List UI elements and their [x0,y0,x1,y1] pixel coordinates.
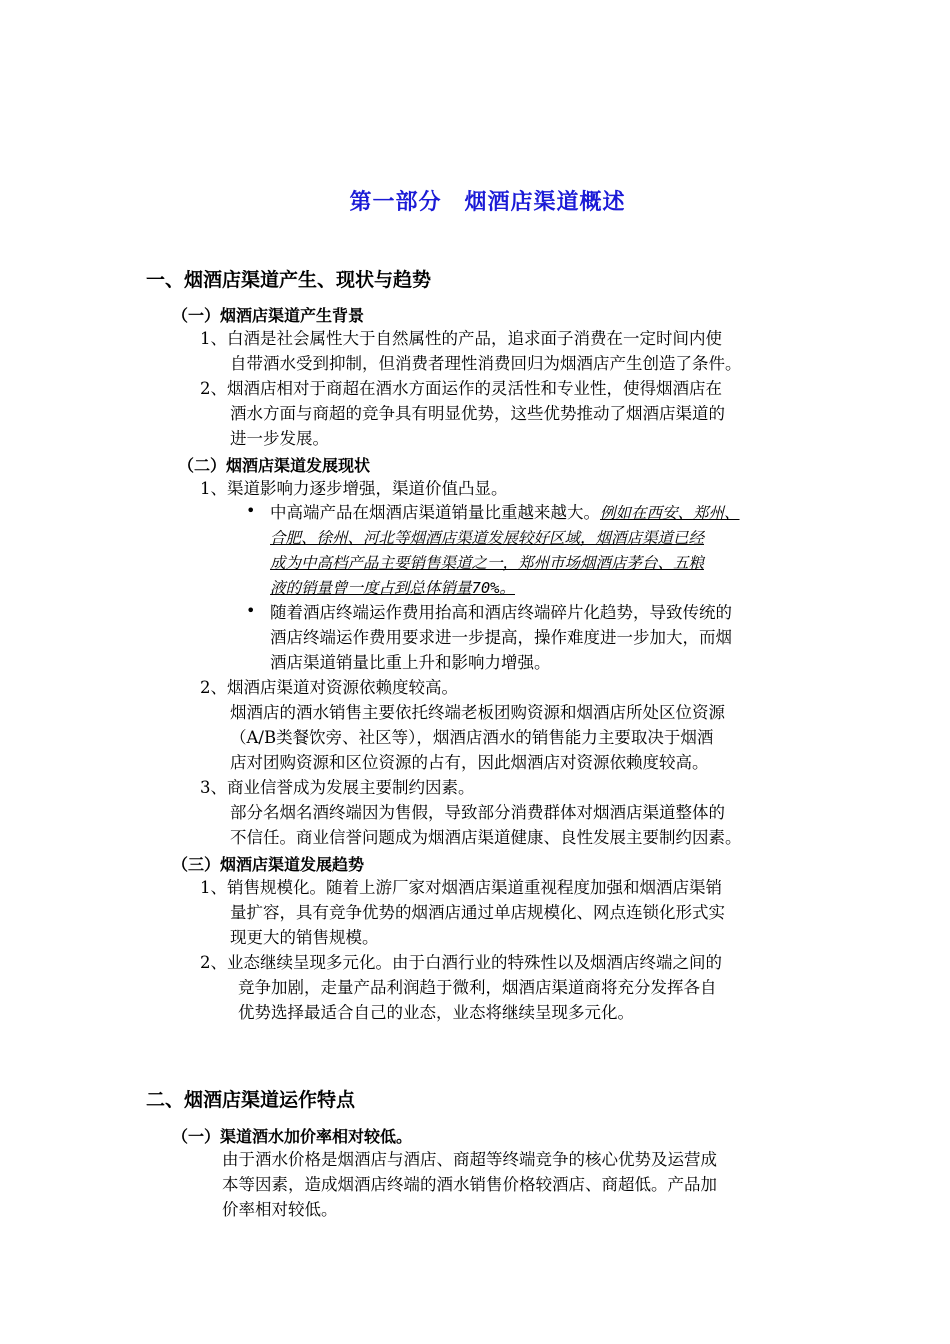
item-1-3-1-line3: 现更大的销售规模。 [230,928,379,947]
item-1-3-2-line1: 2、业态继续呈现多元化。由于白酒行业的特殊性以及烟酒店终端之间的 [200,953,722,972]
item-1-3-1-line1: 1、销售规模化。随着上游厂家对烟酒店渠道重视程度加强和烟酒店渠销 [200,878,722,897]
item-1-1-1-line2: 自带酒水受到抑制，但消费者理性消费回归为烟酒店产生创造了条件。 [230,354,742,373]
section-heading-1: 一、烟酒店渠道产生、现状与趋势 [146,269,432,291]
item-1-3-1-line2: 量扩容，具有竞争优势的烟酒店通过单店规模化、网点连锁化形式实 [230,903,725,922]
item-1-1-1-line1: 1、白酒是社会属性大于自然属性的产品，追求面子消费在一定时间内使 [200,329,722,348]
page-title: 第一部分 烟酒店渠道概述 [349,190,626,215]
bullet-2-line3: 酒店渠道销量比重上升和影响力增强。 [270,653,551,672]
item-1-2-3: 3、商业信誉成为发展主要制约因素。 [200,778,475,797]
para-2-1-line1: 由于酒水价格是烟酒店与酒店、商超等终端竞争的核心优势及运营成 [222,1150,717,1169]
para-2-1-line2: 本等因素，造成烟酒店终端的酒水销售价格较酒店、商超低。产品加 [222,1175,717,1194]
item-1-2-1: 1、渠道影响力逐步增强，渠道价值凸显。 [200,479,508,498]
bullet-icon: • [246,601,256,620]
para-2-1-line3: 价率相对较低。 [222,1200,338,1219]
bullet-icon: • [246,501,256,520]
para-1-2-2-line3: 店对团购资源和区位资源的占有，因此烟酒店对资源依赖度较高。 [230,753,709,772]
para-1-2-3-line1: 部分名烟名酒终端因为售假，导致部分消费群体对烟酒店渠道整体的 [230,803,725,822]
section-heading-2: 二、烟酒店渠道运作特点 [146,1089,356,1111]
para-1-2-3-line2: 不信任。商业信誉问题成为烟酒店渠道健康、良性发展主要制约因素。 [230,828,742,847]
bullet-1-line1: 中高端产品在烟酒店渠道销量比重越来越大。例如在西安、郑州、 [270,503,740,522]
item-1-3-2-line3: 优势选择最适合自己的业态，业态将继续呈现多元化。 [238,1003,634,1022]
bullet-1-line3: 成为中高档产品主要销售渠道之一，郑州市场烟酒店茅台、五粮 [270,554,705,572]
item-1-1-2-line1: 2、烟酒店相对于商超在酒水方面运作的灵活性和专业性，使得烟酒店在 [200,379,722,398]
bullet-1-line4: 液的销量曾一度占到总体销量70%。 [270,579,515,597]
item-1-1-2-line2: 酒水方面与商超的竞争具有明显优势，这些优势推动了烟酒店渠道的 [230,404,725,423]
item-1-1-2-line3: 进一步发展。 [230,429,329,448]
subsection-heading-2-1: （一）渠道酒水加价率相对较低。 [172,1127,413,1146]
item-1-3-2-line2: 竞争加剧，走量产品利润趋于微利，烟酒店渠道商将充分发挥各自 [238,978,717,997]
subsection-heading-1-3: （三）烟酒店渠道发展趋势 [172,855,365,874]
bullet-2-line2: 酒店终端运作费用要求进一步提高，操作难度进一步加大，而烟 [270,628,732,647]
item-1-2-2: 2、烟酒店渠道对资源依赖度较高。 [200,678,458,697]
subsection-heading-1-2: （二）烟酒店渠道发展现状 [178,456,371,475]
para-1-2-2-line2: （A/B类餐饮旁、社区等），烟酒店酒水的销售能力主要取决于烟酒 [230,728,714,747]
bullet-1-line2: 合肥、徐州、河北等烟酒店渠道发展较好区域，烟酒店渠道已经 [270,529,705,547]
para-1-2-2-line1: 烟酒店的酒水销售主要依托终端老板团购资源和烟酒店所处区位资源 [230,703,725,722]
bullet-2-line1: 随着酒店终端运作费用抬高和酒店终端碎片化趋势，导致传统的 [270,603,732,622]
bullet-1-example: 例如在西安、郑州、 [600,504,740,522]
subsection-heading-1-1: （一）烟酒店渠道产生背景 [172,306,365,325]
